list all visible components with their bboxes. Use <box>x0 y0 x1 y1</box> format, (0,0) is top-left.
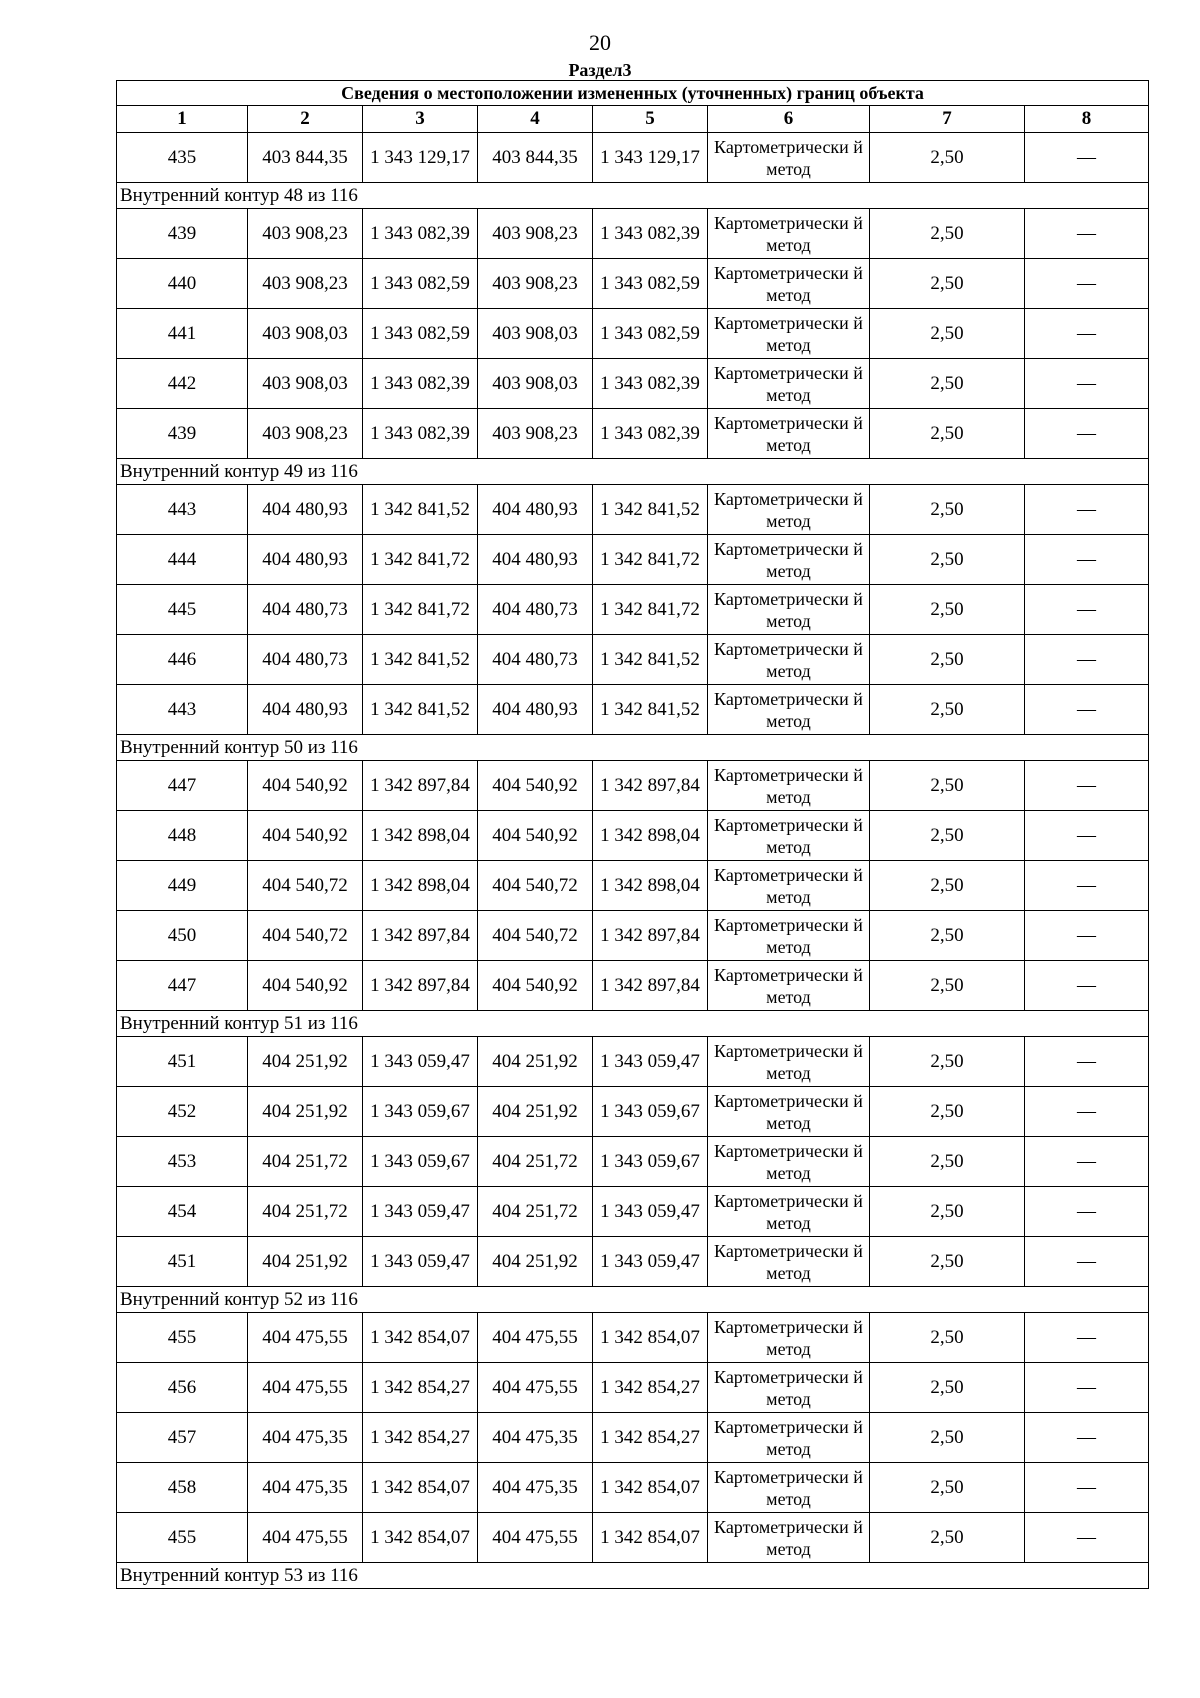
y-new-cell: 1 342 897,84 <box>593 911 708 961</box>
method-cell: Картометрически й метод <box>708 309 870 359</box>
x-new-cell: 404 251,72 <box>478 1187 593 1237</box>
x-new-cell: 404 540,72 <box>478 861 593 911</box>
table-row <box>117 133 1149 183</box>
x-old-cell: 404 540,72 <box>248 861 363 911</box>
x-old-cell: 404 540,72 <box>248 911 363 961</box>
x-old-cell: 404 540,92 <box>248 811 363 861</box>
method-cell: Картометрически й метод <box>708 761 870 811</box>
x-new-cell: 404 475,55 <box>478 1313 593 1363</box>
x-new-cell: 404 251,72 <box>478 1137 593 1187</box>
x-new-cell: 404 475,35 <box>478 1413 593 1463</box>
x-old-cell: 404 475,55 <box>248 1513 363 1563</box>
y-old-cell: 1 342 897,84 <box>363 961 478 1011</box>
point-number-cell: 455 <box>117 1513 248 1563</box>
point-number-cell: 448 <box>117 811 248 861</box>
x-old-cell: 404 480,73 <box>248 635 363 685</box>
page-number: 20 <box>589 30 611 55</box>
column-number-2: 2 <box>248 106 363 133</box>
y-old-cell: 1 343 082,39 <box>363 209 478 259</box>
method-cell: Картометрически й метод <box>708 259 870 309</box>
x-new-cell: 403 908,23 <box>478 209 593 259</box>
accuracy-cell: 2,50 <box>870 911 1025 961</box>
table-row <box>117 1313 1149 1363</box>
contour-row <box>117 1287 1149 1313</box>
point-number-cell: 456 <box>117 1363 248 1413</box>
description-cell: — <box>1025 259 1149 309</box>
x-new-cell: 403 908,23 <box>478 259 593 309</box>
x-new-cell: 403 908,03 <box>478 359 593 409</box>
y-new-cell: 1 342 841,72 <box>593 535 708 585</box>
section-title: Раздел3 <box>568 60 632 80</box>
point-number-cell: 441 <box>117 309 248 359</box>
y-new-cell: 1 342 897,84 <box>593 761 708 811</box>
accuracy-cell: 2,50 <box>870 485 1025 535</box>
point-number-cell: 445 <box>117 585 248 635</box>
y-old-cell: 1 342 854,07 <box>363 1313 478 1363</box>
x-new-cell: 403 844,35 <box>478 133 593 183</box>
description-cell: — <box>1025 209 1149 259</box>
y-old-cell: 1 342 854,07 <box>363 1513 478 1563</box>
y-old-cell: 1 342 854,27 <box>363 1363 478 1413</box>
point-number-cell: 443 <box>117 485 248 535</box>
y-new-cell: 1 343 059,47 <box>593 1237 708 1287</box>
y-old-cell: 1 342 898,04 <box>363 811 478 861</box>
accuracy-cell: 2,50 <box>870 1137 1025 1187</box>
x-old-cell: 403 908,03 <box>248 309 363 359</box>
y-old-cell: 1 343 059,67 <box>363 1087 478 1137</box>
table-row <box>117 1187 1149 1237</box>
method-cell: Картометрически й метод <box>708 359 870 409</box>
table-row <box>117 1087 1149 1137</box>
accuracy-cell: 2,50 <box>870 1463 1025 1513</box>
y-old-cell: 1 342 841,72 <box>363 585 478 635</box>
y-old-cell: 1 343 059,47 <box>363 1037 478 1087</box>
point-number-cell: 443 <box>117 685 248 735</box>
accuracy-cell: 2,50 <box>870 761 1025 811</box>
method-cell: Картометрически й метод <box>708 1087 870 1137</box>
accuracy-cell: 2,50 <box>870 409 1025 459</box>
method-cell: Картометрически й метод <box>708 1463 870 1513</box>
method-cell: Картометрически й метод <box>708 133 870 183</box>
x-old-cell: 403 908,03 <box>248 359 363 409</box>
x-new-cell: 404 480,73 <box>478 585 593 635</box>
y-new-cell: 1 342 854,27 <box>593 1413 708 1463</box>
y-old-cell: 1 342 897,84 <box>363 911 478 961</box>
description-cell: — <box>1025 485 1149 535</box>
column-number-4: 4 <box>478 106 593 133</box>
y-new-cell: 1 343 082,59 <box>593 309 708 359</box>
contour-label: Внутренний контур 48 из 116 <box>117 183 1149 209</box>
column-number-1: 1 <box>117 106 248 133</box>
y-new-cell: 1 343 059,67 <box>593 1087 708 1137</box>
x-old-cell: 403 908,23 <box>248 259 363 309</box>
table-row <box>117 685 1149 735</box>
accuracy-cell: 2,50 <box>870 585 1025 635</box>
point-number-cell: 453 <box>117 1137 248 1187</box>
contour-row <box>117 735 1149 761</box>
description-cell: — <box>1025 1187 1149 1237</box>
y-new-cell: 1 343 082,39 <box>593 409 708 459</box>
accuracy-cell: 2,50 <box>870 1037 1025 1087</box>
x-old-cell: 404 251,92 <box>248 1037 363 1087</box>
table-row <box>117 761 1149 811</box>
column-number-7: 7 <box>870 106 1025 133</box>
accuracy-cell: 2,50 <box>870 259 1025 309</box>
contour-label: Внутренний контур 52 из 116 <box>117 1287 1149 1313</box>
contour-row <box>117 1563 1149 1589</box>
x-old-cell: 404 480,93 <box>248 685 363 735</box>
x-old-cell: 404 475,55 <box>248 1313 363 1363</box>
y-new-cell: 1 342 841,52 <box>593 635 708 685</box>
point-number-cell: 440 <box>117 259 248 309</box>
x-new-cell: 404 251,92 <box>478 1037 593 1087</box>
description-cell: — <box>1025 1137 1149 1187</box>
point-number-cell: 451 <box>117 1237 248 1287</box>
x-old-cell: 404 251,72 <box>248 1187 363 1237</box>
description-cell: — <box>1025 861 1149 911</box>
method-cell: Картометрически й метод <box>708 1413 870 1463</box>
x-old-cell: 404 475,35 <box>248 1413 363 1463</box>
method-cell: Картометрически й метод <box>708 911 870 961</box>
accuracy-cell: 2,50 <box>870 1413 1025 1463</box>
x-old-cell: 404 251,92 <box>248 1237 363 1287</box>
table-row <box>117 1413 1149 1463</box>
y-new-cell: 1 343 059,47 <box>593 1037 708 1087</box>
table-caption: Сведения о местоположении измененных (уточненных) границ объекта <box>117 81 1149 106</box>
y-old-cell: 1 342 898,04 <box>363 861 478 911</box>
method-cell: Картометрически й метод <box>708 485 870 535</box>
x-old-cell: 404 480,73 <box>248 585 363 635</box>
contour-row <box>117 1011 1149 1037</box>
y-old-cell: 1 342 841,72 <box>363 535 478 585</box>
accuracy-cell: 2,50 <box>870 861 1025 911</box>
accuracy-cell: 2,50 <box>870 535 1025 585</box>
contour-label: Внутренний контур 53 из 116 <box>117 1563 1149 1589</box>
x-old-cell: 404 251,92 <box>248 1087 363 1137</box>
y-old-cell: 1 342 841,52 <box>363 635 478 685</box>
table-row <box>117 1037 1149 1087</box>
y-old-cell: 1 343 082,39 <box>363 409 478 459</box>
y-old-cell: 1 343 082,59 <box>363 259 478 309</box>
y-new-cell: 1 342 841,52 <box>593 485 708 535</box>
y-old-cell: 1 343 059,67 <box>363 1137 478 1187</box>
method-cell: Картометрически й метод <box>708 635 870 685</box>
y-old-cell: 1 342 841,52 <box>363 485 478 535</box>
x-old-cell: 403 908,23 <box>248 209 363 259</box>
y-new-cell: 1 342 854,07 <box>593 1313 708 1363</box>
method-cell: Картометрически й метод <box>708 861 870 911</box>
x-old-cell: 403 844,35 <box>248 133 363 183</box>
y-new-cell: 1 342 841,52 <box>593 685 708 735</box>
y-new-cell: 1 343 059,67 <box>593 1137 708 1187</box>
point-number-cell: 458 <box>117 1463 248 1513</box>
contour-row <box>117 183 1149 209</box>
column-number-3: 3 <box>363 106 478 133</box>
column-number-5: 5 <box>593 106 708 133</box>
x-new-cell: 404 540,92 <box>478 961 593 1011</box>
y-old-cell: 1 343 129,17 <box>363 133 478 183</box>
y-new-cell: 1 343 059,47 <box>593 1187 708 1237</box>
x-new-cell: 404 475,35 <box>478 1463 593 1513</box>
description-cell: — <box>1025 685 1149 735</box>
table-row <box>117 911 1149 961</box>
y-new-cell: 1 342 854,07 <box>593 1513 708 1563</box>
method-cell: Картометрически й метод <box>708 1037 870 1087</box>
accuracy-cell: 2,50 <box>870 1363 1025 1413</box>
x-new-cell: 404 480,93 <box>478 535 593 585</box>
y-old-cell: 1 343 059,47 <box>363 1187 478 1237</box>
description-cell: — <box>1025 1037 1149 1087</box>
method-cell: Картометрически й метод <box>708 1237 870 1287</box>
contour-label: Внутренний контур 51 из 116 <box>117 1011 1149 1037</box>
x-new-cell: 404 475,55 <box>478 1513 593 1563</box>
accuracy-cell: 2,50 <box>870 811 1025 861</box>
x-new-cell: 404 540,92 <box>478 811 593 861</box>
x-new-cell: 404 540,72 <box>478 911 593 961</box>
point-number-cell: 451 <box>117 1037 248 1087</box>
x-new-cell: 404 251,92 <box>478 1087 593 1137</box>
x-new-cell: 403 908,23 <box>478 409 593 459</box>
x-old-cell: 404 480,93 <box>248 485 363 535</box>
x-new-cell: 404 475,55 <box>478 1363 593 1413</box>
column-number-6: 6 <box>708 106 870 133</box>
method-cell: Картометрически й метод <box>708 409 870 459</box>
y-new-cell: 1 342 841,72 <box>593 585 708 635</box>
method-cell: Картометрически й метод <box>708 585 870 635</box>
y-new-cell: 1 343 082,39 <box>593 359 708 409</box>
x-old-cell: 404 475,35 <box>248 1463 363 1513</box>
y-old-cell: 1 343 059,47 <box>363 1237 478 1287</box>
y-old-cell: 1 342 897,84 <box>363 761 478 811</box>
accuracy-cell: 2,50 <box>870 1187 1025 1237</box>
table-row <box>117 209 1149 259</box>
description-cell: — <box>1025 635 1149 685</box>
table-row <box>117 259 1149 309</box>
x-old-cell: 404 251,72 <box>248 1137 363 1187</box>
description-cell: — <box>1025 961 1149 1011</box>
x-old-cell: 404 475,55 <box>248 1363 363 1413</box>
description-cell: — <box>1025 761 1149 811</box>
description-cell: — <box>1025 1087 1149 1137</box>
y-new-cell: 1 342 854,27 <box>593 1363 708 1413</box>
method-cell: Картометрически й метод <box>708 961 870 1011</box>
method-cell: Картометрически й метод <box>708 1137 870 1187</box>
y-new-cell: 1 343 129,17 <box>593 133 708 183</box>
method-cell: Картометрически й метод <box>708 1313 870 1363</box>
table-row <box>117 409 1149 459</box>
point-number-cell: 454 <box>117 1187 248 1237</box>
description-cell: — <box>1025 1313 1149 1363</box>
table-row <box>117 635 1149 685</box>
method-cell: Картометрически й метод <box>708 811 870 861</box>
x-new-cell: 404 480,73 <box>478 635 593 685</box>
contour-label: Внутренний контур 50 из 116 <box>117 735 1149 761</box>
table-row <box>117 1137 1149 1187</box>
method-cell: Картометрически й метод <box>708 1513 870 1563</box>
point-number-cell: 439 <box>117 409 248 459</box>
method-cell: Картометрически й метод <box>708 1363 870 1413</box>
y-old-cell: 1 342 854,27 <box>363 1413 478 1463</box>
description-cell: — <box>1025 911 1149 961</box>
point-number-cell: 447 <box>117 761 248 811</box>
point-number-cell: 447 <box>117 961 248 1011</box>
method-cell: Картометрически й метод <box>708 209 870 259</box>
table-row <box>117 861 1149 911</box>
x-new-cell: 404 251,92 <box>478 1237 593 1287</box>
description-cell: — <box>1025 585 1149 635</box>
x-old-cell: 404 480,93 <box>248 535 363 585</box>
description-cell: — <box>1025 1463 1149 1513</box>
y-old-cell: 1 342 841,52 <box>363 685 478 735</box>
x-old-cell: 404 540,92 <box>248 761 363 811</box>
description-cell: — <box>1025 133 1149 183</box>
coordinates-table <box>116 80 1149 1589</box>
method-cell: Картометрически й метод <box>708 535 870 585</box>
x-old-cell: 403 908,23 <box>248 409 363 459</box>
y-old-cell: 1 343 082,59 <box>363 309 478 359</box>
accuracy-cell: 2,50 <box>870 1237 1025 1287</box>
table-row <box>117 961 1149 1011</box>
y-new-cell: 1 342 854,07 <box>593 1463 708 1513</box>
point-number-cell: 439 <box>117 209 248 259</box>
table-row <box>117 485 1149 535</box>
table-row <box>117 1237 1149 1287</box>
point-number-cell: 442 <box>117 359 248 409</box>
column-number-8: 8 <box>1025 106 1149 133</box>
description-cell: — <box>1025 1363 1149 1413</box>
x-new-cell: 404 540,92 <box>478 761 593 811</box>
table-row <box>117 1513 1149 1563</box>
description-cell: — <box>1025 409 1149 459</box>
description-cell: — <box>1025 359 1149 409</box>
point-number-cell: 444 <box>117 535 248 585</box>
description-cell: — <box>1025 1237 1149 1287</box>
point-number-cell: 455 <box>117 1313 248 1363</box>
point-number-cell: 457 <box>117 1413 248 1463</box>
x-new-cell: 404 480,93 <box>478 685 593 735</box>
point-number-cell: 449 <box>117 861 248 911</box>
contour-row <box>117 459 1149 485</box>
accuracy-cell: 2,50 <box>870 309 1025 359</box>
accuracy-cell: 2,50 <box>870 209 1025 259</box>
method-cell: Картометрически й метод <box>708 1187 870 1237</box>
y-new-cell: 1 343 082,39 <box>593 209 708 259</box>
description-cell: — <box>1025 811 1149 861</box>
accuracy-cell: 2,50 <box>870 1313 1025 1363</box>
y-old-cell: 1 342 854,07 <box>363 1463 478 1513</box>
accuracy-cell: 2,50 <box>870 635 1025 685</box>
table-row <box>117 359 1149 409</box>
point-number-cell: 452 <box>117 1087 248 1137</box>
accuracy-cell: 2,50 <box>870 961 1025 1011</box>
y-old-cell: 1 343 082,39 <box>363 359 478 409</box>
x-new-cell: 403 908,03 <box>478 309 593 359</box>
table-row <box>117 309 1149 359</box>
contour-label: Внутренний контур 49 из 116 <box>117 459 1149 485</box>
y-new-cell: 1 342 897,84 <box>593 961 708 1011</box>
table-row <box>117 1363 1149 1413</box>
accuracy-cell: 2,50 <box>870 359 1025 409</box>
table-row <box>117 811 1149 861</box>
description-cell: — <box>1025 535 1149 585</box>
table-row <box>117 535 1149 585</box>
y-new-cell: 1 342 898,04 <box>593 811 708 861</box>
description-cell: — <box>1025 309 1149 359</box>
table-row <box>117 1463 1149 1513</box>
method-cell: Картометрически й метод <box>708 685 870 735</box>
point-number-cell: 435 <box>117 133 248 183</box>
x-old-cell: 404 540,92 <box>248 961 363 1011</box>
y-new-cell: 1 342 898,04 <box>593 861 708 911</box>
accuracy-cell: 2,50 <box>870 1513 1025 1563</box>
description-cell: — <box>1025 1513 1149 1563</box>
accuracy-cell: 2,50 <box>870 133 1025 183</box>
point-number-cell: 446 <box>117 635 248 685</box>
y-new-cell: 1 343 082,59 <box>593 259 708 309</box>
accuracy-cell: 2,50 <box>870 685 1025 735</box>
description-cell: — <box>1025 1413 1149 1463</box>
table-row <box>117 585 1149 635</box>
point-number-cell: 450 <box>117 911 248 961</box>
accuracy-cell: 2,50 <box>870 1087 1025 1137</box>
x-new-cell: 404 480,93 <box>478 485 593 535</box>
